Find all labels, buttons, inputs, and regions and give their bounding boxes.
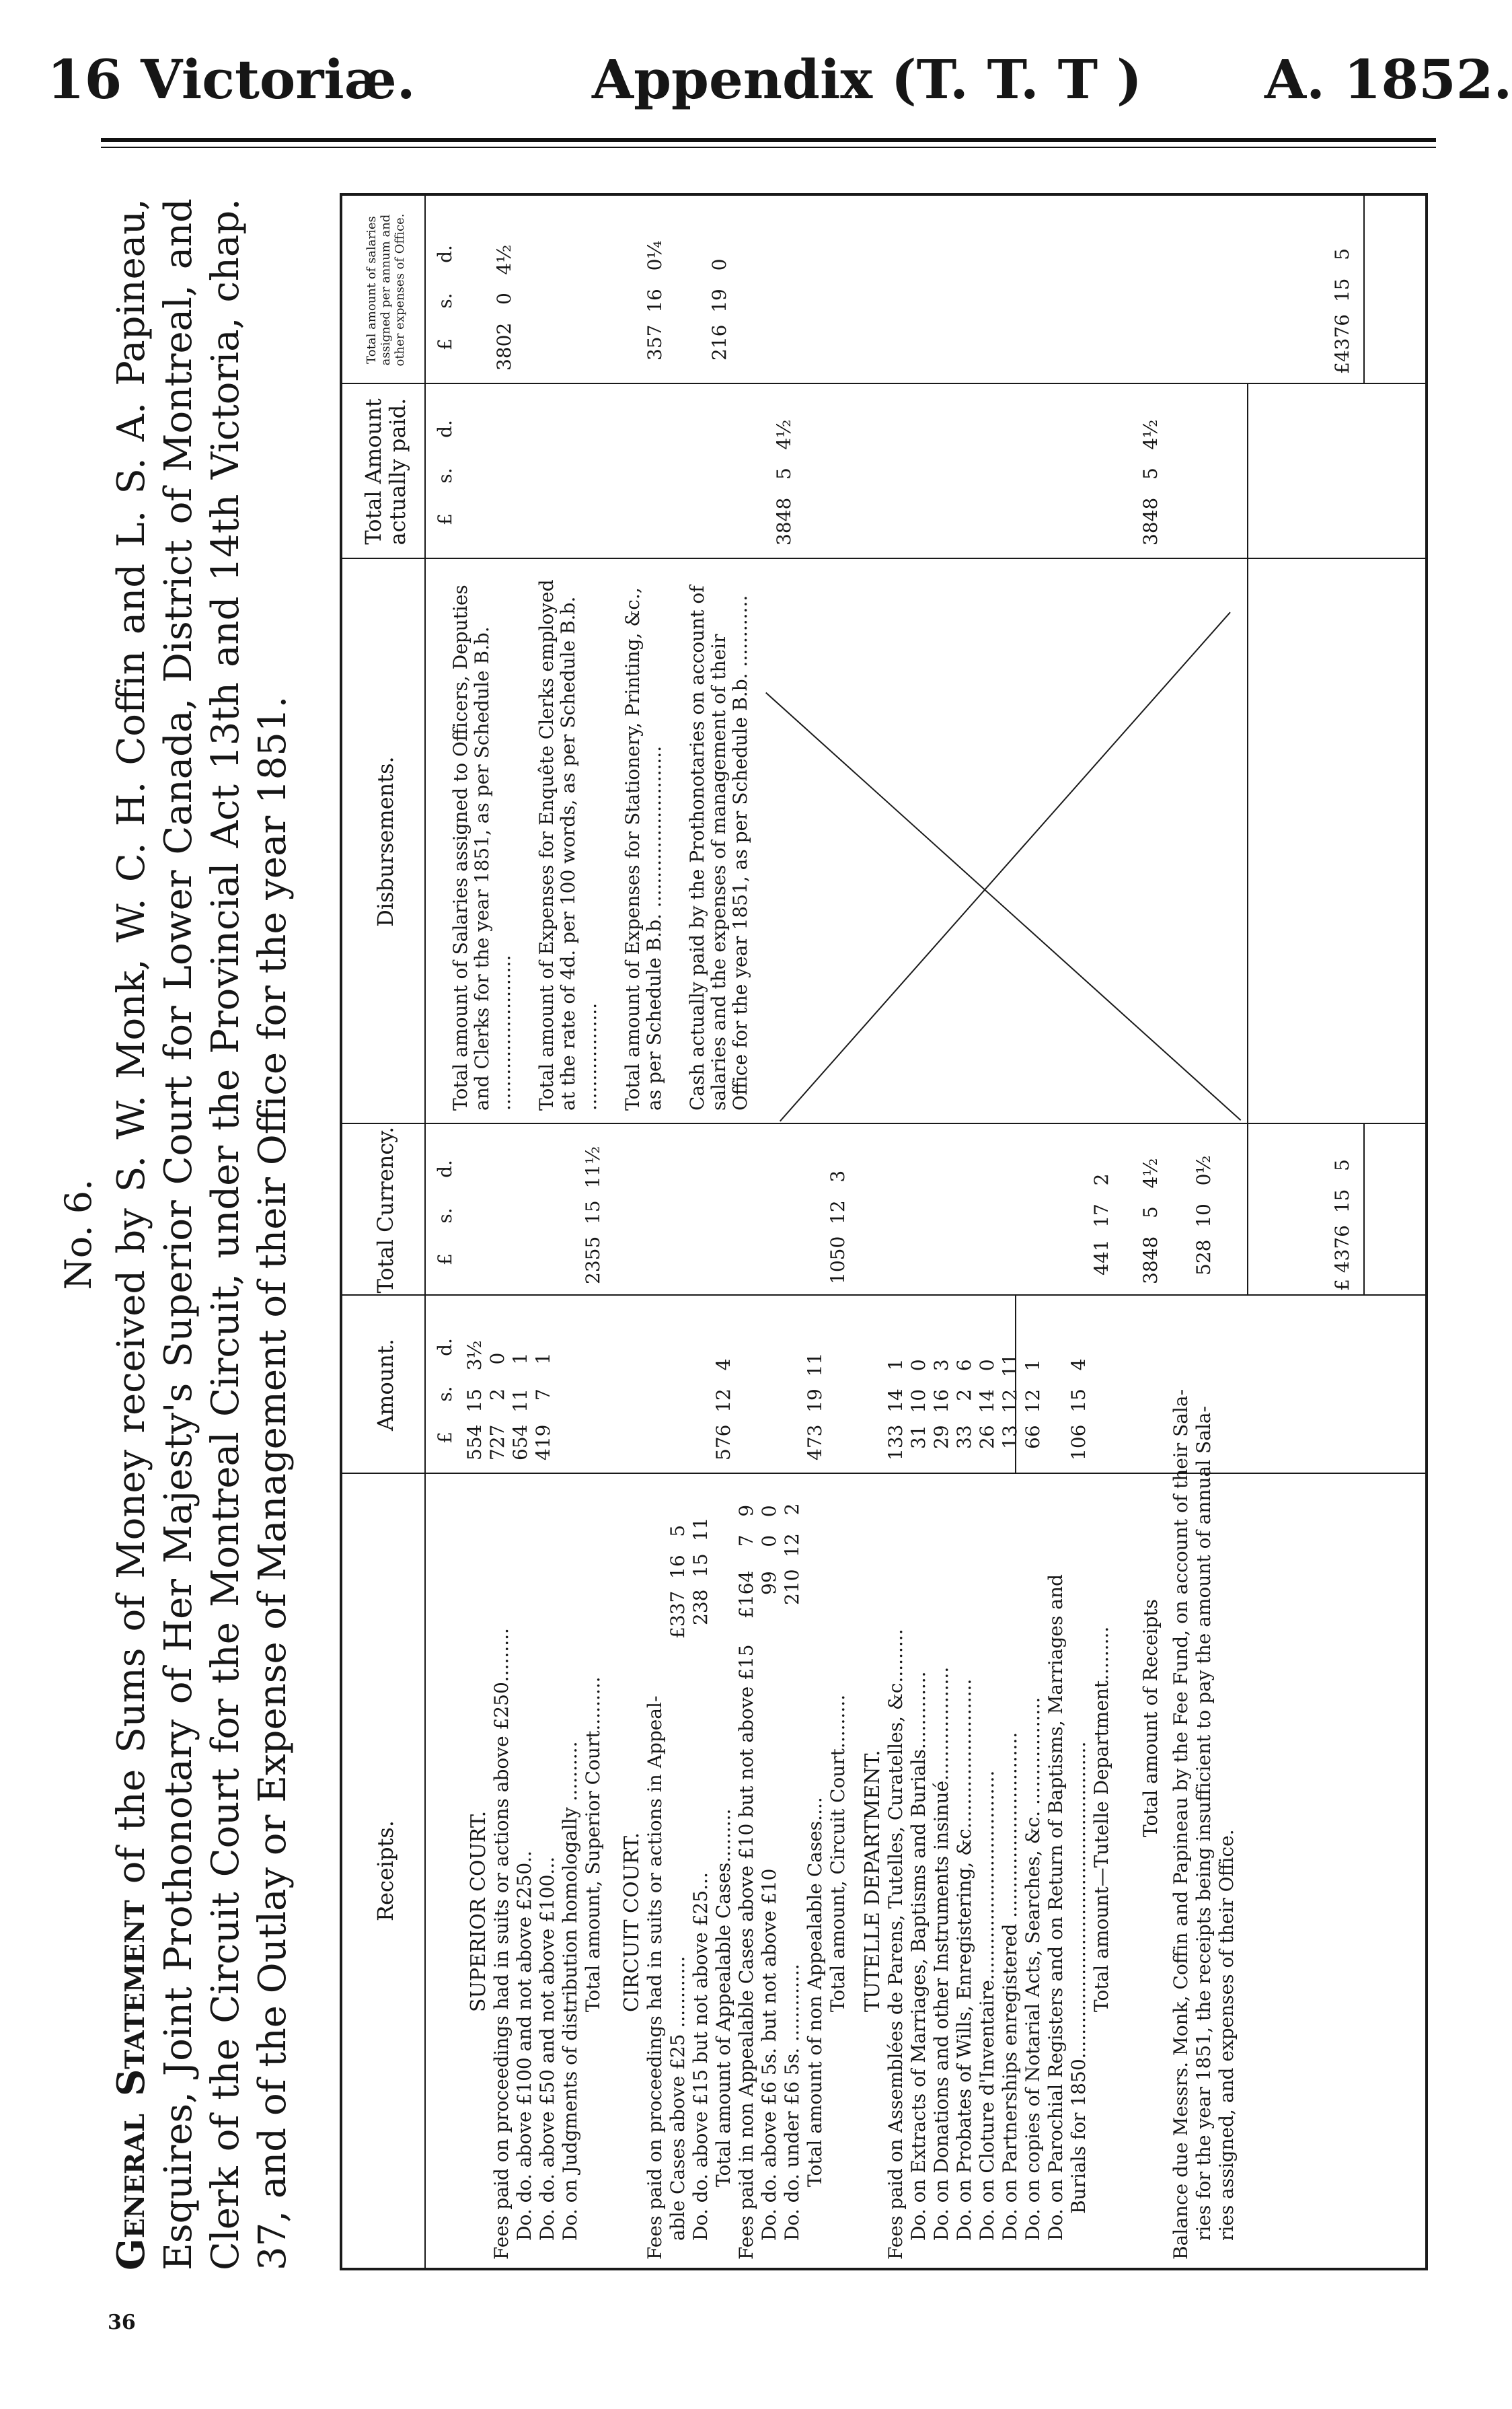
grand-total-rule (1363, 196, 1365, 384)
receipt-line: Do. do. above £100 and not above £250.. (513, 1850, 535, 2241)
session-header: 16 Victoriæ. (47, 48, 416, 111)
disbursement-item: Total amount of Expenses for Stationery, Printing, &c., as per Schedule B.b. ........................... (621, 587, 665, 1111)
amount-cell: 106 15 4 (1067, 1358, 1090, 1460)
receipt-line: able Cases above £25 ............ (667, 1956, 689, 2241)
column-rule (342, 558, 1425, 559)
rotated-statement (57, 158, 1476, 2311)
header-rule (424, 196, 426, 2268)
assigned-cell: 216 19 0 (708, 258, 730, 361)
amount-cell: 473 19 11 (804, 1352, 826, 1460)
sub-amount-cell: £164 7 9 (735, 1504, 757, 1619)
year-header: A. 1852. (1264, 48, 1512, 111)
disbursement-item: Cash actually paid by the Prothonotaries on account of salaries and the expenses of management of their Office for the year 1851, as per Schedule B.b. ............ (686, 585, 751, 1111)
paid-cell: 3848 5 4½ (773, 419, 795, 546)
grand-total-rule (1363, 1124, 1365, 1296)
balance-line: ries for the year 1851, the receipts being insufficient to pay the amount of annual Sala- (1193, 1405, 1215, 2241)
receipt-line: Do. on Donations and other Instruments insinué................... (930, 1666, 952, 2241)
amount-cell: 727 2 0 (486, 1352, 508, 1460)
amount-cell: 29 16 3 (930, 1359, 952, 1449)
column-rule (342, 383, 1425, 384)
assigned-units: £ s. d. (434, 245, 456, 350)
balance-line: ries assigned, and expenses of their Office. (1215, 1829, 1238, 2241)
receipt-line: Do. on Probates of Wills, Enregistering, &c......................... (953, 1678, 975, 2241)
amount-cell: 654 11 1 (509, 1352, 531, 1460)
currency-cell: 3848 5 4½ (1139, 1158, 1162, 1284)
sub-amount-cell: 210 12 2 (781, 1503, 803, 1605)
currency-cell: 528 10 0½ (1193, 1155, 1215, 1275)
amount-cell: 133 14 1 (884, 1358, 907, 1460)
receipt-line: Do. do. above £6 5s. but not above £10 (758, 1868, 780, 2241)
receipt-subtotal-line: Total amount of Appealable Cases......... (712, 1808, 734, 2187)
amount-cell: 419 7 1 (532, 1352, 554, 1460)
receipt-line: Fees paid on proceedings had in suits or actions above £250......... (490, 1628, 513, 2260)
receipts-heading: Receipts. (373, 1820, 398, 1922)
currency-cell: 1050 12 3 (827, 1170, 849, 1284)
assigned-cell: 357 16 0¼ (644, 240, 666, 361)
title-lead: General Statement (109, 1900, 153, 2270)
receipt-line: Fees paid on Assemblées de Parens, Tutelles, Curatelles, &c......... (884, 1629, 907, 2260)
document-number: No. 6. (57, 1179, 100, 1290)
sub-amount-cell: 238 15 11 (689, 1517, 712, 1625)
currency-cell: 441 17 2 (1090, 1173, 1112, 1275)
header-rule (101, 138, 1436, 142)
column-rule (342, 1294, 1425, 1296)
section-heading-circuit: CIRCUIT COURT. (620, 1832, 644, 2012)
receipt-line: Do. on Extracts of Marriages, Baptisms and Burials............. (907, 1671, 930, 2241)
statement-table (340, 193, 1428, 2270)
receipt-line: Do. do. above £50 and not above £100... (536, 1856, 558, 2241)
sub-amount-cell: 99 0 0 (758, 1505, 780, 1595)
receipts-total-label: Total amount of Receipts (1139, 1598, 1162, 1837)
total-rule (1247, 384, 1248, 1296)
header-rule-thin (101, 147, 1436, 148)
appendix-header: Appendix (T. T. T ) (592, 48, 1142, 111)
receipt-total-line: Total amount, Circuit Court......... (827, 1694, 849, 2012)
assigned-total-cell: £4376 15 5 (1331, 248, 1353, 374)
receipt-line: Do. do. above £15 but not above £25... (689, 1872, 712, 2241)
amount-cell: 33 2 6 (953, 1359, 975, 1449)
receipt-line: Do. on Cloture d'Inventaire................................... (976, 1770, 998, 2241)
grand-total-cell: £ 4376 15 5 (1331, 1159, 1353, 1291)
paid-total-cell: 3848 5 4½ (1139, 419, 1162, 546)
receipt-line: Do. on Parochial Registers and on Return of Baptisms, Marriages and (1045, 1574, 1067, 2241)
amount-cell: 26 14 0 (976, 1359, 998, 1449)
receipt-total-line: Total amount—Tutelle Department......... (1090, 1626, 1112, 2012)
currency-units: £ s. d. (434, 1160, 456, 1265)
receipt-line: Do. do. under £6 5s. ............. (781, 1964, 803, 2241)
sub-amount-cell: £337 16 5 (667, 1524, 689, 1639)
amount-cell: 576 12 4 (712, 1358, 734, 1460)
amount-cell: 13 12 11 (999, 1353, 1021, 1449)
page-number: 36 (108, 2311, 136, 2334)
statement-title (108, 198, 297, 2270)
column-rule (342, 1473, 1425, 1474)
receipt-line: Do. on copies of Notarial Acts, Searches, &c. .................. (1022, 1697, 1044, 2241)
receipt-line: Fees paid on proceedings had in suits or actions in Appeal- (644, 1695, 666, 2260)
disbursement-item: Total amount of Expenses for Enquête Clerks employed at the rate of 4d. per 100 words, as per Schedule B.b. .................. (535, 579, 601, 1111)
section-heading-tutelle: TUTELLE DEPARTMENT. (861, 1750, 884, 2012)
currency-heading: Total Currency. (373, 1126, 398, 1294)
paid-units: £ s. d. (434, 420, 456, 525)
receipt-total-line: Total amount, Superior Court......... (582, 1676, 604, 2012)
column-rule (342, 1123, 1425, 1124)
receipt-line: Fees paid in non Appealable Cases above £10 but not above £15 (735, 1644, 757, 2260)
title-body: of the Sums of Money received by S. W. Monk, W. C. H. Coffin and L. S. A. Papineau, Esquires, Joint Prothonotary of Her Majesty's Superior Court for Lower Canada, District of Montreal, and Clerk of the Circuit Court for the Montreal Circuit, under the Provincial Act 13th and 14th Victoria, chap. 37, and of the Outlay or Expense of Management of their Office for the year 1851. (110, 198, 295, 2270)
receipt-line: Do. on Judgments of distribution homologally .......... (559, 1741, 581, 2241)
balance-line: Balance due Messrs. Monk, Coffin and Papineau by the Fee Fund, on account of their Sala- (1170, 1388, 1192, 2260)
receipt-subtotal-line: Total amount of non Appealable Cases.... (804, 1797, 826, 2187)
receipt-line: Burials for 1850..................................................... (1067, 1741, 1090, 2214)
cancel-stroke (780, 612, 1231, 1122)
amount-cell: 66 12 1 (1022, 1359, 1044, 1449)
section-heading-superior: SUPERIOR COURT. (467, 1810, 490, 2012)
disbursements-heading: Disbursements. (373, 756, 398, 927)
amount-units: £ s. d. (434, 1338, 456, 1444)
amount-cell: 554 15 3½ (463, 1340, 486, 1460)
paid-heading: Total Amount actually paid. (361, 398, 410, 546)
receipt-line: Do. on Partnerships enregistered ............................... (999, 1732, 1021, 2241)
assigned-cell: 3802 0 4½ (493, 244, 515, 371)
currency-cell: 2355 15 11½ (582, 1146, 604, 1284)
amount-cell: 31 10 0 (907, 1359, 930, 1449)
disbursement-item: Total amount of Salaries assigned to Officers, Deputies and Clerks for the year 1851, as per Schedule B.b. .......................... (449, 585, 515, 1111)
amount-heading: Amount. (373, 1339, 398, 1431)
assigned-heading: Total amount of salaries assigned per annum and other expenses of Office. (364, 213, 407, 367)
